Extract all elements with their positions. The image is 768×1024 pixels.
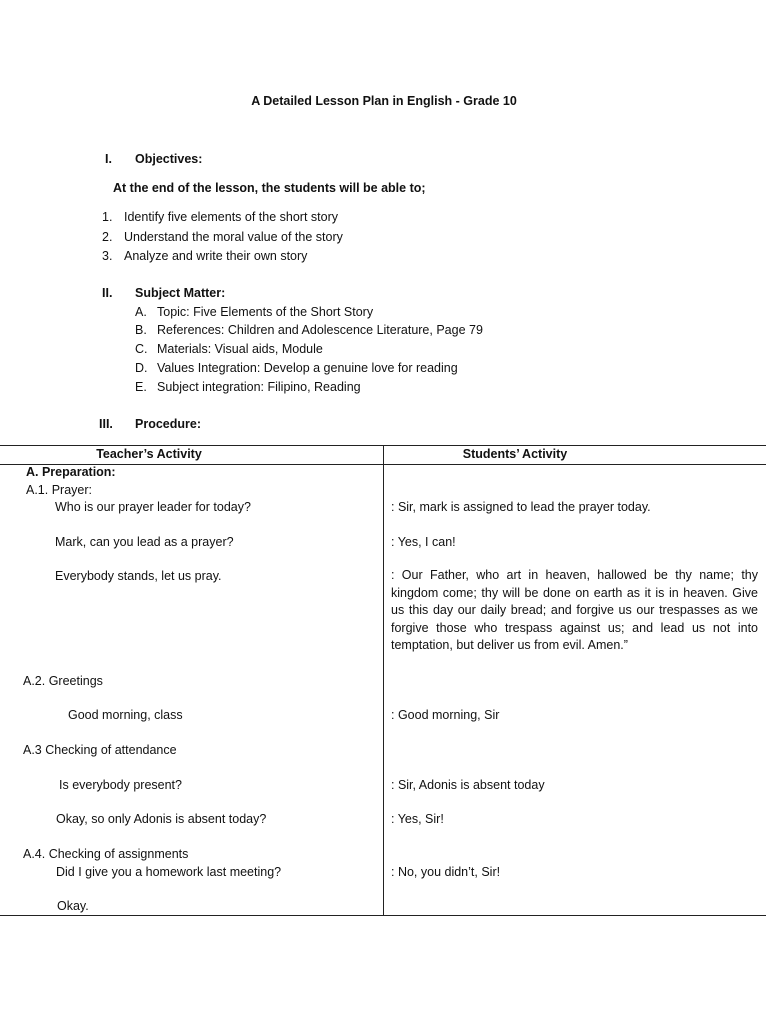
subject-matter-heading: Subject Matter: [135,286,226,300]
objectives-heading: Objectives: [135,152,203,166]
students-activity-header: Students’ Activity [462,447,568,461]
document-title: A Detailed Lesson Plan in English - Grade 10 [251,94,517,108]
teacher-line: Good morning, class [68,708,183,722]
teacher-line: Mark, can you lead as a prayer? [55,535,234,549]
subject-item-letter: E. [135,380,147,394]
objective-item: Identify five elements of the short story [124,210,338,224]
subject-item: Values Integration: Develop a genuine love for reading [157,361,458,375]
student-line: : Yes, Sir! [391,812,444,826]
objectives-numeral: I. [105,152,112,166]
student-line: : No, you didn’t, Sir! [391,865,501,879]
subject-item: Materials: Visual aids, Module [157,342,323,356]
prayer-label: A.1. Prayer: [26,483,92,497]
teacher-line: Who is our prayer leader for today? [55,500,251,514]
subject-item: References: Children and Adolescence Literature, Page 79 [157,323,483,337]
teacher-line: Did I give you a homework last meeting? [56,865,282,879]
teacher-line: Everybody stands, let us pray. [55,569,222,583]
subject-item-letter: D. [135,361,148,375]
student-line: : Sir, Adonis is absent today [391,778,545,792]
objective-number: 3. [102,249,113,263]
objective-item: Understand the moral value of the story [124,230,343,244]
subject-item: Topic: Five Elements of the Short Story [157,305,374,319]
procedure-heading: Procedure: [135,417,201,431]
subject-matter-numeral: II. [102,286,113,300]
table-column-divider [383,445,384,915]
teacher-line: Okay. [57,899,89,913]
objective-number: 2. [102,230,113,244]
procedure-numeral: III. [99,417,113,431]
table-bottom-border [0,915,766,916]
assignments-label: A.4. Checking of assignments [23,847,189,861]
student-line: : Yes, I can! [391,535,456,549]
teacher-activity-header: Teacher’s Activity [96,447,202,461]
greetings-label: A.2. Greetings [23,674,103,688]
attendance-label: A.3 Checking of attendance [23,743,177,757]
objectives-intro: At the end of the lesson, the students will be able to; [113,181,426,195]
subject-item-letter: A. [135,305,147,319]
student-line: : Good morning, Sir [391,708,500,722]
subject-item: Subject integration: Filipino, Reading [157,380,361,394]
teacher-line: Is everybody present? [59,778,182,792]
subject-item-letter: C. [135,342,148,356]
section-preparation: A. Preparation: [26,465,116,479]
objective-number: 1. [102,210,113,224]
student-prayer-text: : Our Father, who art in heaven, hallowed be thy name; thy kingdom come; thy will be done on earth as it is in heaven. Give us this day our daily bread; and forgive us our trespasses as we forgive those who trespass against us; and lead us not into temptation, but deliver us from evil. Amen.” [391,568,758,652]
teacher-line: Okay, so only Adonis is absent today? [56,812,267,826]
objective-item: Analyze and write their own story [124,249,308,263]
subject-item-letter: B. [135,323,147,337]
student-line: : Sir, mark is assigned to lead the prayer today. [391,500,651,514]
